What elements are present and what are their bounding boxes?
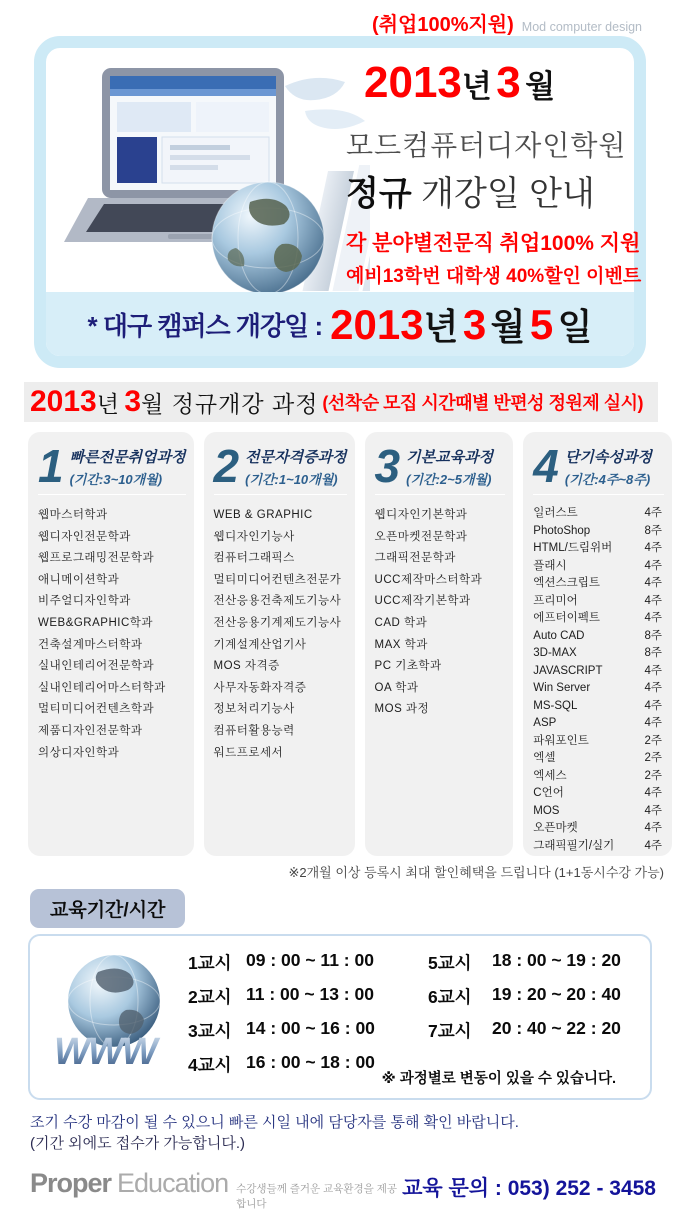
course-item: 실내인테리어전문학과 bbox=[38, 660, 155, 673]
course-item: HTML/드림위버 4주 bbox=[533, 542, 663, 554]
class-period: 4교시 bbox=[188, 1055, 232, 1075]
laptop-globe-illustration bbox=[50, 66, 370, 306]
notice-line1: 조기 수강 마감이 될 수 있으니 빠른 시일 내에 담당자를 통해 확인 바랍니다. bbox=[30, 1114, 519, 1131]
course-item: 애니메이션학과 bbox=[38, 573, 120, 586]
course-item: 일러스트 4주 bbox=[533, 507, 663, 519]
course-item: 워드프로세서 bbox=[213, 746, 284, 759]
footer-tagline: 수강생들께 즐거운 교육환경을 제공합니다 bbox=[236, 1183, 398, 1210]
course-item: WEB & GRAPHIC bbox=[213, 509, 313, 521]
course-item: 웹디자인기능사 bbox=[213, 530, 295, 543]
course-item: MAX 학과 bbox=[374, 638, 428, 651]
card-period: (기간:1~10개월) bbox=[245, 472, 338, 487]
course-item: 의상디자인학과 bbox=[38, 746, 120, 759]
course-item: 파워포인트 2주 bbox=[533, 734, 663, 747]
course-item: 기계설계산업기사 bbox=[213, 638, 307, 651]
course-item: 프리미어 4주 bbox=[533, 594, 663, 607]
course-item: OA 학과 bbox=[374, 681, 419, 694]
course-item: 엑셀 2주 bbox=[533, 752, 663, 764]
card-title: 빠른전문취업과정 bbox=[69, 449, 186, 466]
card-header bbox=[533, 440, 664, 495]
class-period: 6교시 bbox=[428, 987, 472, 1007]
schedule-note: ※ 과정별로 변동이 있을 수 있습니다. bbox=[381, 1071, 616, 1087]
class-time: 18 : 00 ~ 19 : 20 bbox=[492, 950, 621, 970]
course-item: MS-SQL 4주 bbox=[533, 699, 663, 712]
course-item: JAVASCRIPT 4주 bbox=[533, 664, 663, 677]
course-item: UCC제작기본학과 bbox=[374, 595, 471, 608]
card-number: 3 bbox=[374, 440, 401, 492]
banner-year: 2013 bbox=[364, 58, 462, 107]
course-item: 오픈마켓 4주 bbox=[533, 822, 663, 834]
course-item: 비주얼디자인학과 bbox=[38, 595, 131, 608]
card-number: 2 bbox=[213, 440, 240, 492]
footer bbox=[30, 1168, 656, 1211]
course-item: MOS 과정 bbox=[374, 703, 430, 716]
class-period: 3교시 bbox=[188, 1021, 232, 1041]
course-item: 에프터이펙트 4주 bbox=[533, 612, 663, 624]
course-card-1 bbox=[28, 432, 194, 856]
course-item: WEB&GRAPHIC학과 bbox=[38, 616, 153, 629]
course-item: 건축설계마스터학과 bbox=[38, 638, 143, 651]
course-list bbox=[38, 505, 186, 764]
class-period: 7교시 bbox=[428, 1021, 472, 1041]
course-item: PhotoShop 8주 bbox=[533, 524, 663, 537]
card-header bbox=[38, 440, 186, 495]
course-item: 엑세스 2주 bbox=[533, 769, 663, 782]
discount-note: ※2개월 이상 등록시 최대 할인혜택을 드립니다 (1+1동시수강 가능) bbox=[288, 865, 664, 880]
course-item: 그래픽전문학과 bbox=[374, 552, 456, 565]
brand-text: Mod computer design bbox=[521, 20, 642, 34]
course-item: 컴퓨터그래픽스 bbox=[213, 552, 295, 565]
course-item: ASP 4주 bbox=[533, 717, 663, 729]
contact-phone: 교육 문의 : 053) 252 - 3458 bbox=[402, 1177, 656, 1200]
course-item: 멀티미디어컨텐츠전문가 bbox=[213, 573, 342, 586]
campus-open-date bbox=[46, 292, 634, 356]
course-item: MOS 4주 bbox=[533, 804, 663, 817]
card-period: (기간:3~10개월) bbox=[69, 472, 163, 487]
card-period: (기간:4주~8주) bbox=[564, 472, 651, 487]
course-item: 전산응용건축제도기능사 bbox=[213, 595, 342, 608]
banner-text bbox=[346, 58, 656, 288]
notice-block bbox=[30, 1112, 680, 1154]
course-item: 제품디자인전문학과 bbox=[38, 724, 143, 737]
class-period: 1교시 bbox=[188, 953, 232, 973]
course-item: 웹마스터학과 bbox=[38, 509, 108, 521]
class-time: 20 : 40 ~ 22 : 20 bbox=[492, 1018, 621, 1038]
banner-year-month: 2013년 3 월 bbox=[364, 58, 556, 107]
course-item: 웹디자인전문학과 bbox=[38, 530, 131, 543]
class-time-table bbox=[188, 950, 680, 1077]
course-item: 웹프로그래밍전문학과 bbox=[38, 552, 155, 565]
card-period: (기간:2~5개월) bbox=[406, 472, 492, 487]
campus-label: * 대구 캠퍼스 개강일 : bbox=[87, 310, 323, 341]
proper-education-logo: Proper Education 수강생들께 즐거운 교육환경을 제공합니다 bbox=[30, 1168, 402, 1211]
course-list bbox=[214, 505, 347, 764]
card-number: 1 bbox=[38, 440, 64, 492]
main-banner bbox=[34, 36, 646, 368]
class-period: 2교시 bbox=[188, 987, 232, 1007]
course-item: 정보처리기능사 bbox=[213, 703, 295, 716]
course-item: Auto CAD 8주 bbox=[533, 629, 663, 642]
card-title: 전문자격증과정 bbox=[245, 449, 347, 466]
course-item: 플래시 4주 bbox=[533, 559, 663, 572]
campus-date: 2013년 3 월 5 일 bbox=[330, 300, 593, 348]
course-card-3 bbox=[365, 432, 514, 856]
course-item: 전산응용기계제도기능사 bbox=[213, 616, 342, 629]
course-item: CAD 학과 bbox=[374, 616, 428, 629]
globe-www-icon bbox=[46, 946, 186, 1086]
course-item: 그래픽필기/실기 4주 bbox=[533, 839, 663, 852]
card-number: 4 bbox=[533, 440, 559, 492]
course-item: Win Server 4주 bbox=[533, 682, 663, 694]
course-columns bbox=[28, 432, 672, 856]
banner-month: 3 bbox=[496, 58, 521, 107]
card-header bbox=[374, 440, 506, 495]
course-item: 웹디자인기본학과 bbox=[374, 509, 468, 521]
course-card-2 bbox=[204, 432, 355, 856]
course-item: 컴퓨터활용능력 bbox=[213, 724, 295, 737]
notice-line2: (기간 외에도 접수가 가능합니다.) bbox=[30, 1135, 246, 1152]
class-time: 11 : 00 ~ 13 : 00 bbox=[246, 984, 374, 1004]
banner-title: 정규 개강일 안내 bbox=[346, 175, 595, 213]
course-card-4 bbox=[523, 432, 672, 856]
schedule-box bbox=[28, 934, 652, 1100]
course-item: 엑션스크립트 4주 bbox=[533, 577, 663, 589]
employment-badge: (취업100%지원) bbox=[372, 14, 514, 36]
course-item: MOS 자격증 bbox=[213, 660, 280, 673]
card-header bbox=[213, 440, 347, 495]
top-note bbox=[0, 0, 680, 34]
banner-red-line2: 예비13학번 대학생 40%할인 이벤트 bbox=[346, 266, 642, 287]
course-item: C언어 4주 bbox=[533, 787, 663, 799]
schedule-section-label: 교육기간/시간 bbox=[30, 889, 185, 928]
course-item: PC 기초학과 bbox=[374, 660, 442, 673]
class-time: 19 : 20 ~ 20 : 40 bbox=[492, 984, 621, 1004]
course-item: 사무자동화자격증 bbox=[213, 681, 307, 694]
svg-text:WWW: WWW bbox=[54, 1031, 156, 1073]
banner-red-line1: 각 분야별전문직 취업100% 지원 bbox=[346, 232, 641, 255]
course-item: 실내인테리어마스터학과 bbox=[38, 681, 166, 694]
class-time: 09 : 00 ~ 11 : 00 bbox=[246, 950, 374, 970]
course-list bbox=[533, 505, 664, 855]
course-item: 멀티미디어컨텐츠학과 bbox=[38, 703, 155, 716]
section-note: (선착순 모집 시간때별 반편성 정원제 실시) bbox=[322, 393, 644, 413]
class-time: 14 : 00 ~ 16 : 00 bbox=[246, 1018, 375, 1038]
course-list bbox=[375, 505, 506, 721]
card-title: 단기속성과정 bbox=[564, 449, 652, 466]
section-title: 2013 년 3 월 정규개강 과정 (선착순 모집 시간때별 반편성 정원제 실시) bbox=[24, 382, 658, 422]
course-item: 3D-MAX 8주 bbox=[533, 647, 663, 659]
class-time: 16 : 00 ~ 18 : 00 bbox=[246, 1052, 375, 1072]
class-period: 5교시 bbox=[428, 953, 472, 973]
academy-name: 모드컴퓨터디자인학원 bbox=[346, 130, 627, 161]
course-item: UCC제작마스터학과 bbox=[374, 573, 483, 586]
course-item: 오픈마켓전문학과 bbox=[374, 530, 468, 543]
card-title: 기본교육과정 bbox=[406, 449, 494, 466]
